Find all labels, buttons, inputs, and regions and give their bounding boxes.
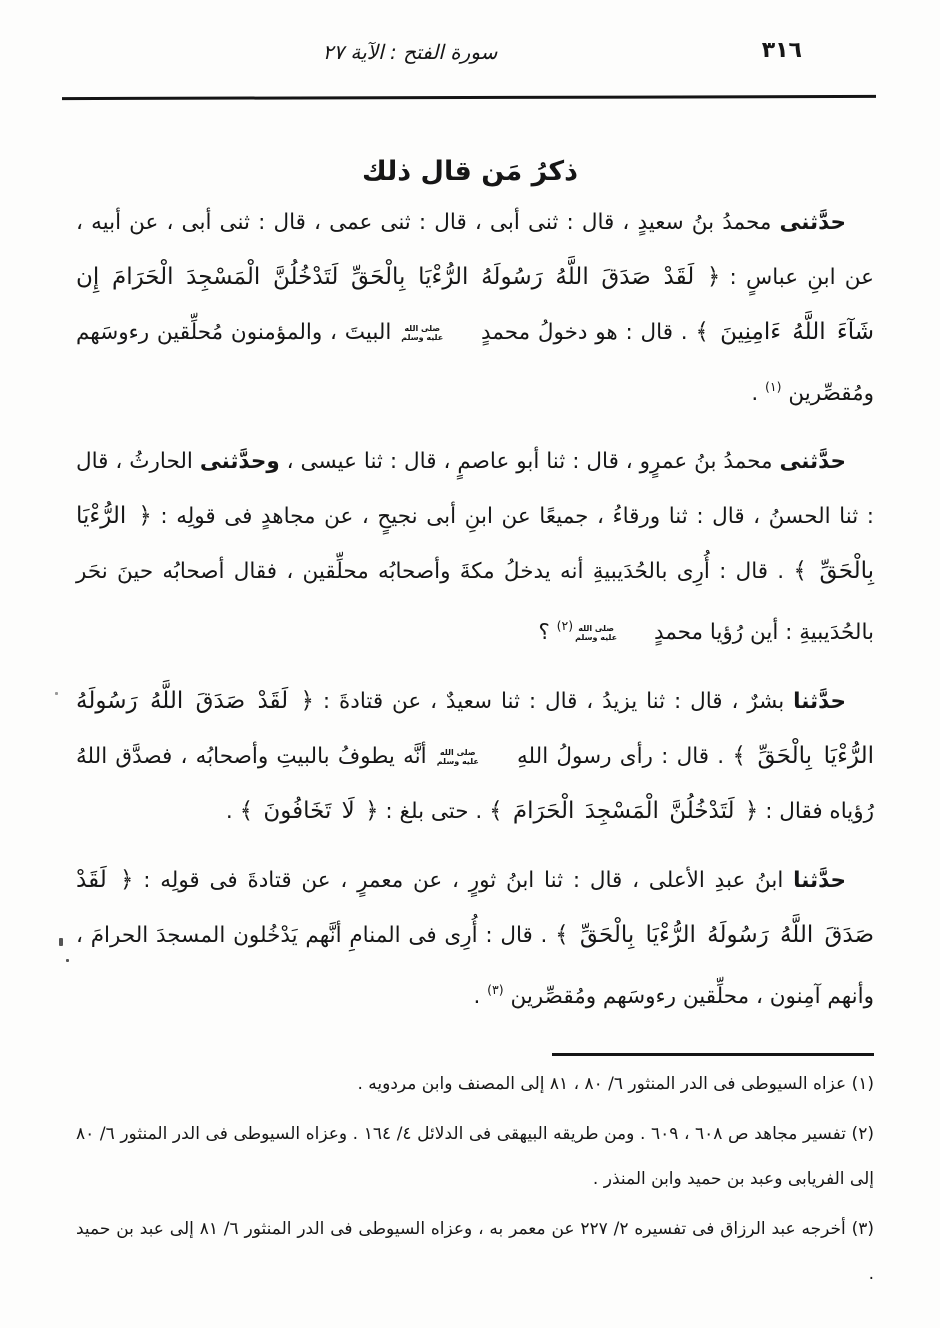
- page-number: ٣١٦: [761, 38, 802, 63]
- hadith-paragraph: [76, 435, 874, 660]
- footnote-separator: [552, 1053, 874, 1056]
- narrator-bold: حدَّثنا: [793, 868, 846, 893]
- text-run: . قال : أُرِى بالحُدَيبيةِ أنه يدخلُ مكةَ وأصحابُه محلِّقين ، فقال أصحابُه حينَ نحَر بالحُدَيبيةِ : أين رُؤيا محمدٍ: [76, 559, 874, 645]
- quran-quote: ﴿ الرُّءْيَا بِالْحَقِّ ﴾: [76, 503, 874, 584]
- text-run: . قال : هو دخولُ محمدٍ: [473, 320, 696, 345]
- footnote: (١) عزاه السيوطى فى الدر المنثور ٦/ ٨٠ ، ٨١ إلى المصنف وابن مردويه .: [357, 1074, 874, 1094]
- quran-quote: ﴿ لَقَدْ صَدَقَ اللَّهُ رَسُولَهُ الرُّءْيَا بِالْحَقِّ ﴾: [76, 867, 874, 948]
- text-run: . قال : رأى رسولُ اللهِ: [508, 744, 733, 769]
- footnote: (٣) أخرجه عبد الرزاق فى تفسيره ٢/ ٢٢٧ عن معمر به ، وعزاه السيوطى فى الدر المنثور ٦/ ٨١ إلى عبد بن حميد .: [76, 1219, 875, 1284]
- header-rule: [62, 95, 876, 100]
- text-run: أنَّه يطوفُ بالبيتِ وأصحابُه ، فصدَّق اللهُ رُؤياه فقال :: [76, 744, 874, 824]
- text-run: .: [751, 381, 766, 406]
- text-run: .: [225, 799, 240, 824]
- quran-quote: ﴿ لَا تَخَافُونَ ﴾: [239, 798, 379, 824]
- quran-quote: ﴿ لَتَدْخُلُنَّ الْمَسْجِدَ الْحَرَامَ ﴾: [489, 798, 759, 824]
- quran-quote: ﴿ لَقَدْ صَدَقَ اللَّهُ رَسُولَهُ الرُّءْيَا بِالْحَقِّ لَتَدْخُلُنَّ الْمَسْجِدَ الْحَرَامَ إِن شَآءَ اللَّهُ ءَامِنِينَ ﴾: [76, 264, 875, 345]
- scan-speck: [59, 938, 63, 946]
- text-run: ابنُ عبدِ الأعلى ، قال : ثنا ابنُ ثورٍ ، عن معمرٍ ، عن قتادةَ فى قولِه :: [133, 868, 794, 893]
- scan-speck: [55, 692, 58, 695]
- scan-speck: [66, 959, 69, 962]
- section-title: ذكرُ مَن قال ذلك: [362, 156, 578, 188]
- hadith-paragraph: [76, 196, 874, 421]
- footnotes-list: [76, 1062, 874, 1297]
- footnote: (٢) تفسير مجاهد ص ٦٠٨ ، ٦٠٩ . ومن طريقه البيهقى فى الدلائل ٤/ ١٦٤ . وعزاه السيوطى فى الدر المنثور ٦/ ٨٠ إلى الفريابى وعبد بن حميد وابن المنذر .: [76, 1124, 874, 1189]
- text-run: محمدُ بنُ عمرٍو ، قال : ثنا أبو عاصمٍ ، قال : ثنا عيسى ،: [279, 449, 780, 474]
- narrator-bold: حدَّثنى: [779, 210, 846, 235]
- quran-quote: ﴿ لَقَدْ صَدَقَ اللَّهُ رَسُولَهُ الرُّءْيَا بِالْحَقِّ ﴾: [76, 688, 874, 769]
- hadith-paragraph: [76, 674, 874, 839]
- saw-ligature-icon: صلى الله عليه وسلم: [436, 747, 479, 766]
- narrator-bold: وحدَّثنى: [199, 449, 280, 474]
- text-run: البيتَ ، والمؤمنون مُحلِّقين رءوسَهم ومُقصِّرين: [76, 320, 874, 406]
- text-run: ؟: [538, 620, 557, 645]
- text-run: بشرٌ ، قال : ثنا يزيدُ ، قال : ثنا سعيدٌ ، عن قتادةَ :: [314, 689, 794, 714]
- hadith-paragraph: [76, 853, 874, 1024]
- text-run: .: [473, 984, 488, 1009]
- saw-ligature-icon: صلى الله عليه وسلم: [401, 323, 444, 342]
- chapter-header: سورة الفتح : الآية ٢٧: [322, 40, 498, 64]
- running-head: [0, 36, 940, 76]
- narrator-bold: حدَّثنا: [793, 689, 846, 714]
- narrator-bold: حدَّثنى: [779, 449, 846, 474]
- text-run: الحارثُ ، قال : ثنا الحسنُ ، قال : ثنا ورقاءُ ، جميعًا عن ابنِ أبى نجيحٍ ، عن مجاهدٍ فى قولِه :: [76, 449, 875, 529]
- text-run: . حتى بلغ :: [378, 799, 490, 824]
- body-text: [76, 196, 874, 1024]
- saw-ligature-icon: صلى الله عليه وسلم: [575, 623, 618, 642]
- text-run: محمدُ بنُ سعيدٍ ، قال : ثنى أبى ، قال : ثنى عمى ، قال : ثنى أبى ، عن أبيه ، عن ابنِ عباسٍ :: [76, 210, 874, 290]
- footnote-ref: (١): [765, 379, 782, 394]
- footnote-ref: (٣): [487, 982, 504, 997]
- footnote-ref: (٢): [556, 618, 574, 633]
- text-run: . قال : أُرِى فى المنامِ أنَّهم يَدْخُلون المسجدَ الحرامَ ، وأنهم آمِنون ، محلِّقين رءوسَهم ومُقصِّرين: [76, 923, 874, 1009]
